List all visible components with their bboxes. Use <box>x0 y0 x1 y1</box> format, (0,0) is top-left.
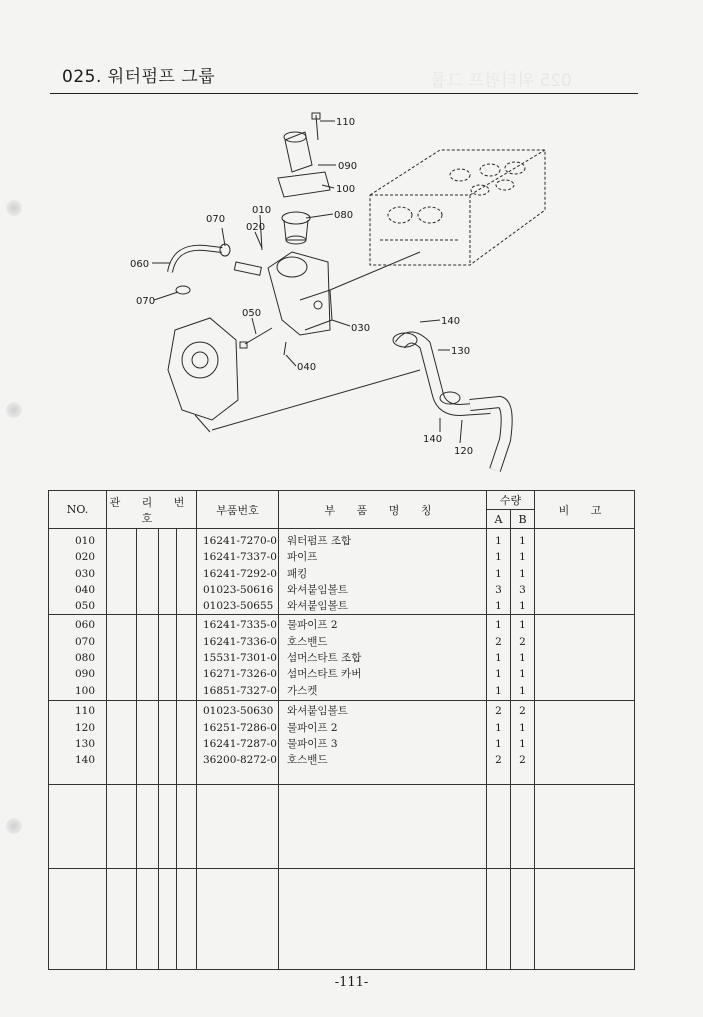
callout-label: 120 <box>454 446 474 457</box>
callout-label: 020 <box>246 222 266 233</box>
qty-a-cell: 1 1 1 3 1 <box>487 529 511 615</box>
qty-b-cell: 2 1 1 2 <box>511 701 535 785</box>
column-header-no: NO. <box>49 491 107 529</box>
part-name-cell: 와셔붙임볼트 물파이프 2 물파이프 3 호스밴드 <box>279 701 487 785</box>
part-number-cell: 16241-7270-0 16241-7337-0 16241-7292-0 01023-50616 01023-50655 <box>197 529 279 615</box>
exploded-parts-diagram <box>0 95 703 475</box>
callout-label: 030 <box>351 323 371 334</box>
callout-label: 080 <box>334 210 354 221</box>
page-number: -111- <box>334 975 369 990</box>
bleed-through-text: 025 워터펌프 그룹 <box>430 71 572 91</box>
pump-housing-illustration <box>268 252 332 335</box>
column-header-quantity: 수량 <box>487 491 535 510</box>
no-cell: 010 020 030 040 050 <box>49 529 107 615</box>
callout-label: 070 <box>136 296 156 307</box>
column-header-control-number: 관 리 번 호 <box>107 491 197 529</box>
qty-b-cell: 1 1 1 3 1 <box>511 529 535 615</box>
water-pump-illustration <box>168 318 238 432</box>
part-number-cell: 16241-7335-0 16241-7336-0 15531-7301-0 16271-7326-0 16851-7327-0 <box>197 615 279 701</box>
parts-list-table <box>48 490 635 970</box>
thermostat-cover-illustration <box>278 113 330 197</box>
part-name-cell: 워터펌프 조합 파이프 패킹 와셔붙임볼트 와셔붙임볼트 <box>279 529 487 615</box>
callout-label: 140 <box>441 316 461 327</box>
water-pipe-illustration <box>393 333 507 470</box>
callout-label: 010 <box>252 205 272 216</box>
no-cell: 110 120 130 140 <box>49 701 107 785</box>
table-row-empty <box>49 869 635 970</box>
column-header-qty-a: A <box>487 510 511 529</box>
callout-label: 140 <box>423 434 443 445</box>
part-number-cell: 01023-50630 16251-7286-0 16241-7287-0 36200-8272-0 <box>197 701 279 785</box>
callout-label: 110 <box>336 117 356 128</box>
table-row-group <box>49 615 635 701</box>
table-row-group <box>49 529 635 615</box>
thermostat-illustration <box>282 212 310 244</box>
column-header-part-name: 부 품 명 칭 <box>279 491 487 529</box>
callout-label: 070 <box>206 214 226 225</box>
callout-label: 090 <box>338 161 358 172</box>
qty-a-cell: 1 2 1 1 1 <box>487 615 511 701</box>
callout-label: 100 <box>336 184 356 195</box>
no-cell: 060 070 080 090 100 <box>49 615 107 701</box>
column-header-part-number: 부품번호 <box>197 491 279 529</box>
column-header-remarks: 비 고 <box>535 491 635 529</box>
qty-a-cell: 2 1 1 2 <box>487 701 511 785</box>
table-row-empty <box>49 785 635 869</box>
callout-label: 060 <box>130 259 150 270</box>
qty-b-cell: 1 2 1 1 1 <box>511 615 535 701</box>
callout-label: 130 <box>451 346 471 357</box>
engine-block-illustration <box>370 150 545 265</box>
page-title: 025. 워터펌프 그룹 <box>62 67 216 87</box>
callout-label: 050 <box>242 308 262 319</box>
binder-hole <box>6 818 22 834</box>
table-row-group <box>49 701 635 785</box>
callout-label: 040 <box>297 362 317 373</box>
title-rule <box>50 93 638 94</box>
column-header-qty-b: B <box>511 510 535 529</box>
part-name-cell: 물파이프 2 호스밴드 섬머스타트 조합 섬머스타트 카버 가스켓 <box>279 615 487 701</box>
